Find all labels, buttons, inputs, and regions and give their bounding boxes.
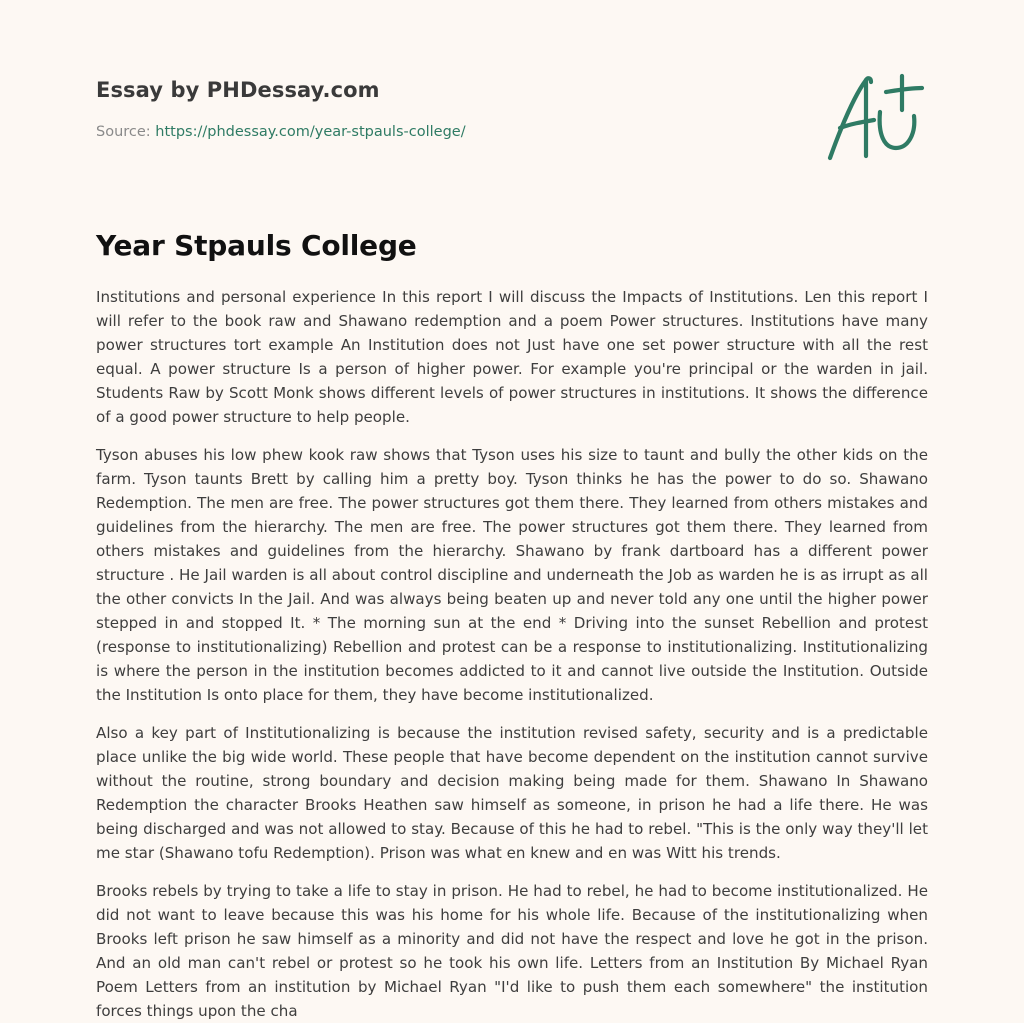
a-plus-logo-icon (822, 68, 928, 164)
paragraph-4: Brooks rebels by trying to take a life to stay in prison. He had to rebel, he had to become institutionalized. He did not want to leave because this was his home for his whole life. Because of the institutionalizing when Brooks left prison he saw himself as a minority and did not have the respect and love he got in the prison. And an old man can't rebel or protest so he took his own life. Letters from an Institution By Michael Ryan Poem Letters from an institution by Michael Ryan "I'd like to push them each somewhere" the institution forces things upon the cha (96, 882, 928, 1020)
header (96, 72, 928, 140)
source-line (96, 124, 466, 140)
paragraph-2: Tyson abuses his low phew kook raw shows that Tyson uses his size to taunt and bully the other kids on the farm. Tyson taunts Brett by calling him a pretty boy. Tyson thinks he has the power to do so. Shawano Redemption. The men are free. The power structures got them there. They learned from others mistakes and guidelines from the hierarchy. The men are free. The power structures got them there. They learned from others mistakes and guidelines from the hierarchy. Shawano by frank dartboard has a different power structure . He Jail warden is all about control discipline and underneath the Job as warden he is as irrupt as all the other convicts In the Jail. And was always being beaten up and never told any one until the higher power stepped in and stopped It. * The morning sun at the end * Driving into the sunset Rebellion and protest (response to institutionalizing) Rebellion and protest can be a response to institutionalizing. Institutionalizing is where the person in the institution becomes addicted to it and cannot live outside the Institution. Outside the Institution Is onto place for them, they have become institutionalized. (96, 446, 928, 704)
paragraph-1: Institutions and personal experience In this report I will discuss the Impacts of Institutions. Len this report I will refer to the book raw and Shawano redemption and a poem Power structures. Institutions have many power structures tort example An Institution does not Just have one set power structure with all the rest equal. A power structure Is a person of higher power. For example you're principal or the warden in jail. Students Raw by Scott Monk shows different levels of power structures in institutions. It shows the difference of a good power structure to help people. (96, 288, 928, 426)
site-brand: Essay by PHDessay.com (96, 78, 380, 102)
source-link[interactable]: https://phdessay.com/year-stpauls-college/ (155, 124, 466, 140)
page-title: Year Stpauls College (96, 229, 417, 262)
paragraph-3: Also a key part of Institutionalizing is because the institution revised safety, security and is a predictable place unlike the big wide world. These people that have become dependent on the institution cannot survive without the routine, strong boundary and decision making being made for them. Shawano In Shawano Redemption the character Brooks Heathen saw himself as someone, in prison he had a life there. He was being discharged and was not allowed to stay. Because of this he had to rebel. "This is the only way they'll let me star (Shawano tofu Redemption). Prison was what en knew and en was Witt his trends. (96, 724, 928, 862)
source-label: Source: (96, 124, 151, 140)
essay-body (96, 285, 928, 1020)
